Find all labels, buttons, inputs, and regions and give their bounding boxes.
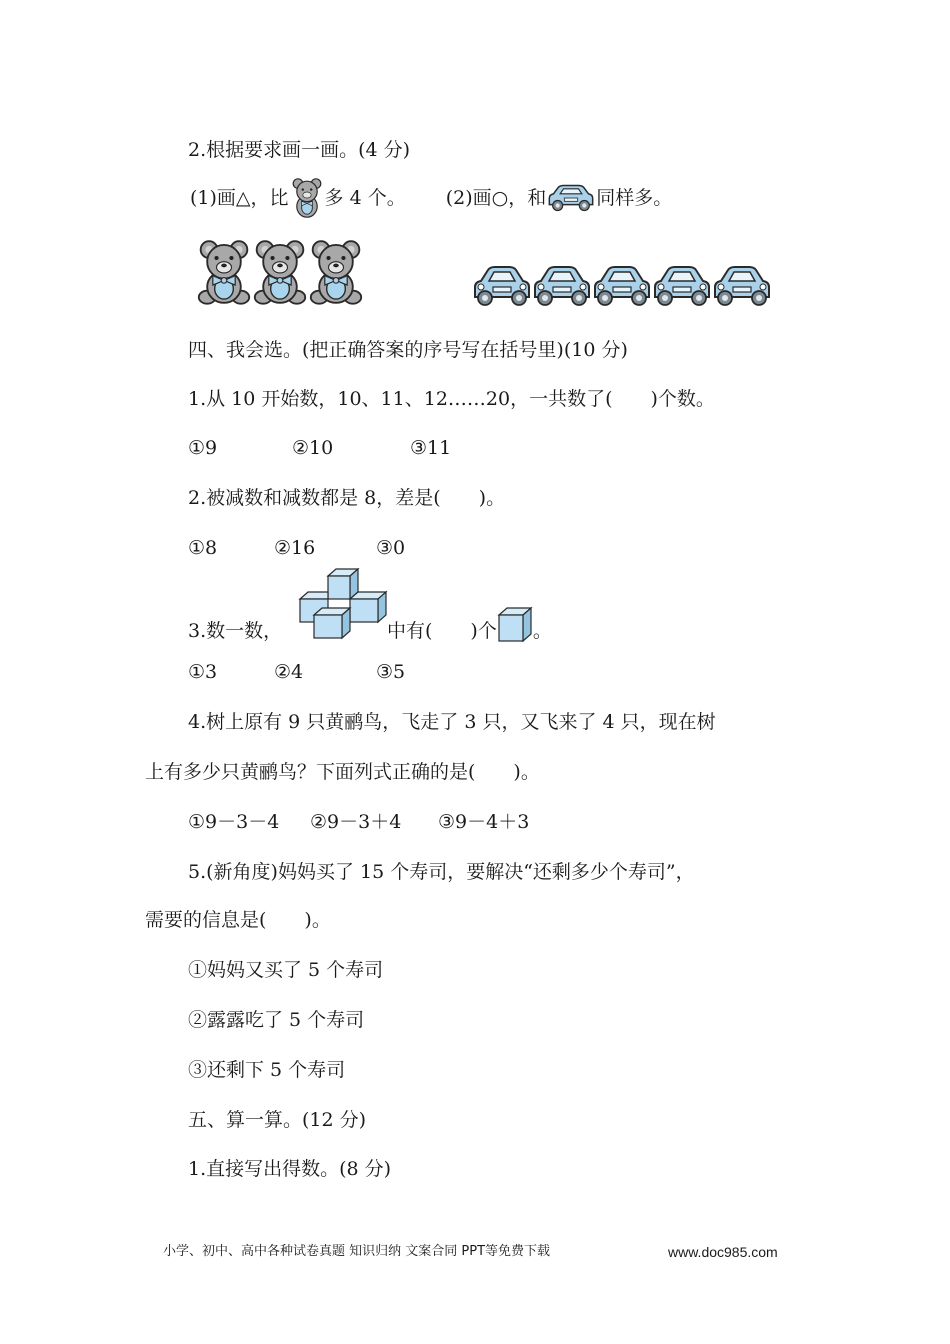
s4-q3-option-3: ③5	[376, 661, 406, 683]
s4-q5-option-1: ①妈妈又买了 5 个寿司	[188, 959, 384, 981]
cube-stack-icon	[298, 568, 388, 640]
s4-q3-text-b: 中有( )个	[387, 620, 497, 642]
q2-part1-text-b: 多 4 个。	[324, 187, 406, 209]
s4-q2-option-2: ②16	[274, 537, 316, 559]
s4-q4-option-3: ③9－4＋3	[438, 811, 530, 833]
car-icon	[532, 264, 592, 308]
s4-q1-text: 1.从 10 开始数，10、11、12……20，一共数了( )个数。	[188, 388, 715, 410]
s4-q4-line1: 4.树上原有 9 只黄鹂鸟，飞走了 3 只，又飞来了 4 只，现在树	[188, 711, 716, 733]
s4-q5-line2: 需要的信息是( )。	[145, 909, 331, 931]
s4-q3-options	[188, 658, 405, 686]
q2-part2-text-b: 同样多。	[596, 187, 673, 209]
s4-q3-option-1: ①3	[188, 661, 218, 683]
s4-q5-line1: 5.(新角度)妈妈买了 15 个寿司，要解决“还剩多少个寿司”，	[188, 861, 695, 883]
car-row	[472, 264, 772, 308]
s4-q2-text: 2.被减数和减数都是 8，差是( )。	[188, 487, 506, 509]
s4-q4-options	[188, 808, 529, 836]
s4-q3-line-b	[387, 617, 552, 645]
car-icon	[472, 264, 532, 308]
s4-q2-option-3: ③0	[376, 537, 406, 559]
s4-q3-text-c: 。	[532, 620, 552, 642]
section5-title: 五、算一算。(12 分)	[188, 1109, 367, 1131]
s4-q1-options	[188, 434, 451, 462]
s4-q2-options	[188, 534, 405, 562]
bear-row	[196, 236, 364, 308]
s4-q1-option-3: ③11	[410, 437, 452, 459]
s4-q3-text-a: 3.数一数，	[188, 620, 283, 642]
s4-q1-option-2: ②10	[292, 437, 334, 459]
teddy-bear-icon	[196, 236, 252, 308]
s4-q5-option-3: ③还剩下 5 个寿司	[188, 1059, 346, 1081]
s4-q1-option-1: ①9	[188, 437, 218, 459]
q2-part1	[190, 176, 672, 220]
car-icon	[592, 264, 652, 308]
footer-website: www.doc985.com	[668, 1244, 778, 1260]
s4-q3-line	[188, 617, 282, 645]
teddy-bear-icon	[252, 236, 308, 308]
s4-q5-option-2: ②露露吃了 5 个寿司	[188, 1009, 365, 1031]
footer-left-text: 小学、初中、高中各种试卷真题 知识归纳 文案合同 PPT等免费下载	[163, 1244, 551, 1259]
teddy-bear-icon	[308, 236, 364, 308]
car-icon	[652, 264, 712, 308]
q2-part2-text-a: (2)画○，和	[445, 187, 547, 209]
s4-q4-option-1: ①9－3－4	[188, 811, 280, 833]
s4-q4-line2: 上有多少只黄鹂鸟？下面列式正确的是( )。	[145, 761, 540, 783]
s4-q3-option-2: ②4	[274, 661, 304, 683]
section4-title: 四、我会选。(把正确答案的序号写在括号里)(10 分)	[188, 339, 628, 361]
s5-q1-text: 1.直接写出得数。(8 分)	[188, 1158, 392, 1180]
s4-q4-option-2: ②9－3＋4	[310, 811, 402, 833]
small-bear-icon	[289, 176, 325, 220]
car-icon	[712, 264, 772, 308]
small-car-icon	[546, 183, 596, 213]
cube-icon	[497, 606, 533, 644]
s4-q2-option-1: ①8	[188, 537, 218, 559]
q2-part1-text-a: (1)画△，比	[190, 187, 289, 209]
q2-title: 2.根据要求画一画。(4 分)	[188, 139, 411, 161]
